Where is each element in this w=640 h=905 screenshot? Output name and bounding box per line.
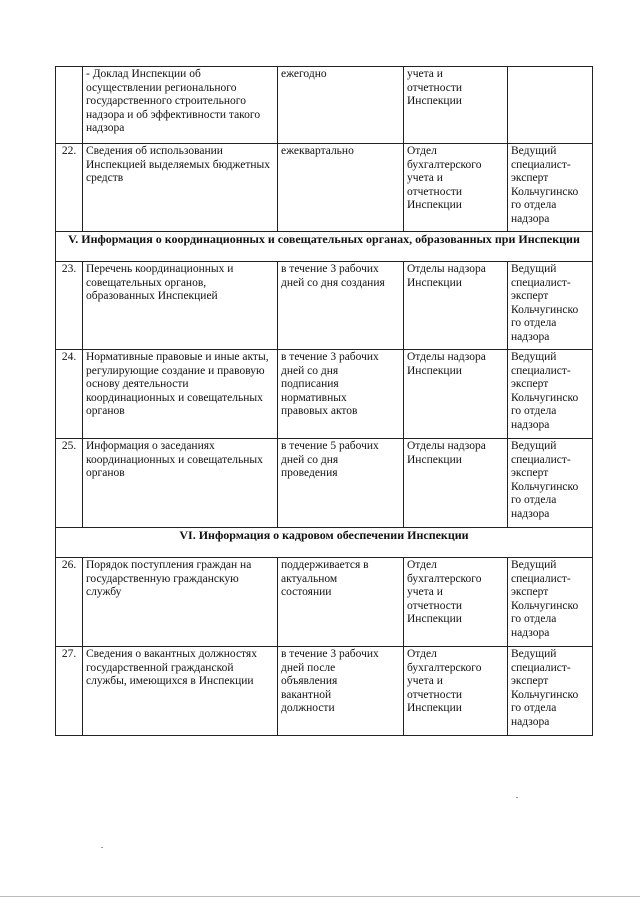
row-responsible: Ведущий специалист- эксперт Кольчугинско го отдела надзора [508, 262, 593, 350]
scan-speck [101, 847, 103, 848]
row-title: Порядок поступления граждан на государственную гражданскую службу [83, 558, 278, 647]
row-period: в течение 5 рабочих дней со дня проведения [278, 439, 404, 528]
row-title: Перечень координационных и совещательных органов, образованных Инспекцией [83, 262, 278, 350]
row-period: ежегодно [278, 67, 404, 144]
scan-speck [516, 797, 518, 798]
section-header-row [56, 528, 593, 558]
row-department: Отделы надзора Инспекции [404, 262, 508, 350]
table-row [56, 647, 593, 736]
document-table [55, 66, 593, 736]
row-responsible: Ведущий специалист- эксперт Кольчугинско го отдела надзора [508, 439, 593, 528]
table-row [56, 262, 593, 350]
scan-edge-line [0, 896, 640, 897]
row-period: в течение 3 рабочих дней после объявления вакантной должности [278, 647, 404, 736]
table-row [56, 350, 593, 439]
row-period: поддерживается в актуальном состоянии [278, 558, 404, 647]
row-number: 23. [56, 262, 83, 350]
row-period: в течение 3 рабочих дней со дня создания [278, 262, 404, 350]
row-title: Сведения об использовании Инспекцией выделяемых бюджетных средств [83, 144, 278, 232]
row-number: 27. [56, 647, 83, 736]
row-number [56, 67, 83, 144]
row-responsible: Ведущий специалист- эксперт Кольчугинско го отдела надзора [508, 350, 593, 439]
row-period: ежеквартально [278, 144, 404, 232]
row-number: 26. [56, 558, 83, 647]
section-title: V. Информация о координационных и совещательных органах, образованных при Инспекции [56, 232, 593, 262]
row-number: 24. [56, 350, 83, 439]
table-row [56, 67, 593, 144]
table-row [56, 144, 593, 232]
row-department: Отделы надзора Инспекции [404, 350, 508, 439]
section-header-row [56, 232, 593, 262]
row-title: - Доклад Инспекции об осуществлении регионального государственного строительного надзора и об эффективности такого надзора [83, 67, 278, 144]
row-title: Сведения о вакантных должностях государственной гражданской службы, имеющихся в Инспекции [83, 647, 278, 736]
row-number: 22. [56, 144, 83, 232]
row-department: Отдел бухгалтерского учета и отчетности Инспекции [404, 144, 508, 232]
row-responsible [508, 67, 593, 144]
row-number: 25. [56, 439, 83, 528]
row-responsible: Ведущий специалист- эксперт Кольчугинско го отдела надзора [508, 558, 593, 647]
row-title: Нормативные правовые и иные акты, регулирующие создание и правовую основу деятельности координационных и совещательных органов [83, 350, 278, 439]
table-row [56, 439, 593, 528]
row-department: Отдел бухгалтерского учета и отчетности Инспекции [404, 558, 508, 647]
row-responsible: Ведущий специалист- эксперт Кольчугинско го отдела надзора [508, 144, 593, 232]
row-period: в течение 3 рабочих дней со дня подписания нормативных правовых актов [278, 350, 404, 439]
row-department: учета и отчетности Инспекции [404, 67, 508, 144]
table-row [56, 558, 593, 647]
row-title: Информация о заседаниях координационных и совещательных органов [83, 439, 278, 528]
row-responsible: Ведущий специалист- эксперт Кольчугинско го отдела надзора [508, 647, 593, 736]
row-department: Отдел бухгалтерского учета и отчетности Инспекции [404, 647, 508, 736]
section-title: VI. Информация о кадровом обеспечении Инспекции [56, 528, 593, 558]
row-department: Отделы надзора Инспекции [404, 439, 508, 528]
